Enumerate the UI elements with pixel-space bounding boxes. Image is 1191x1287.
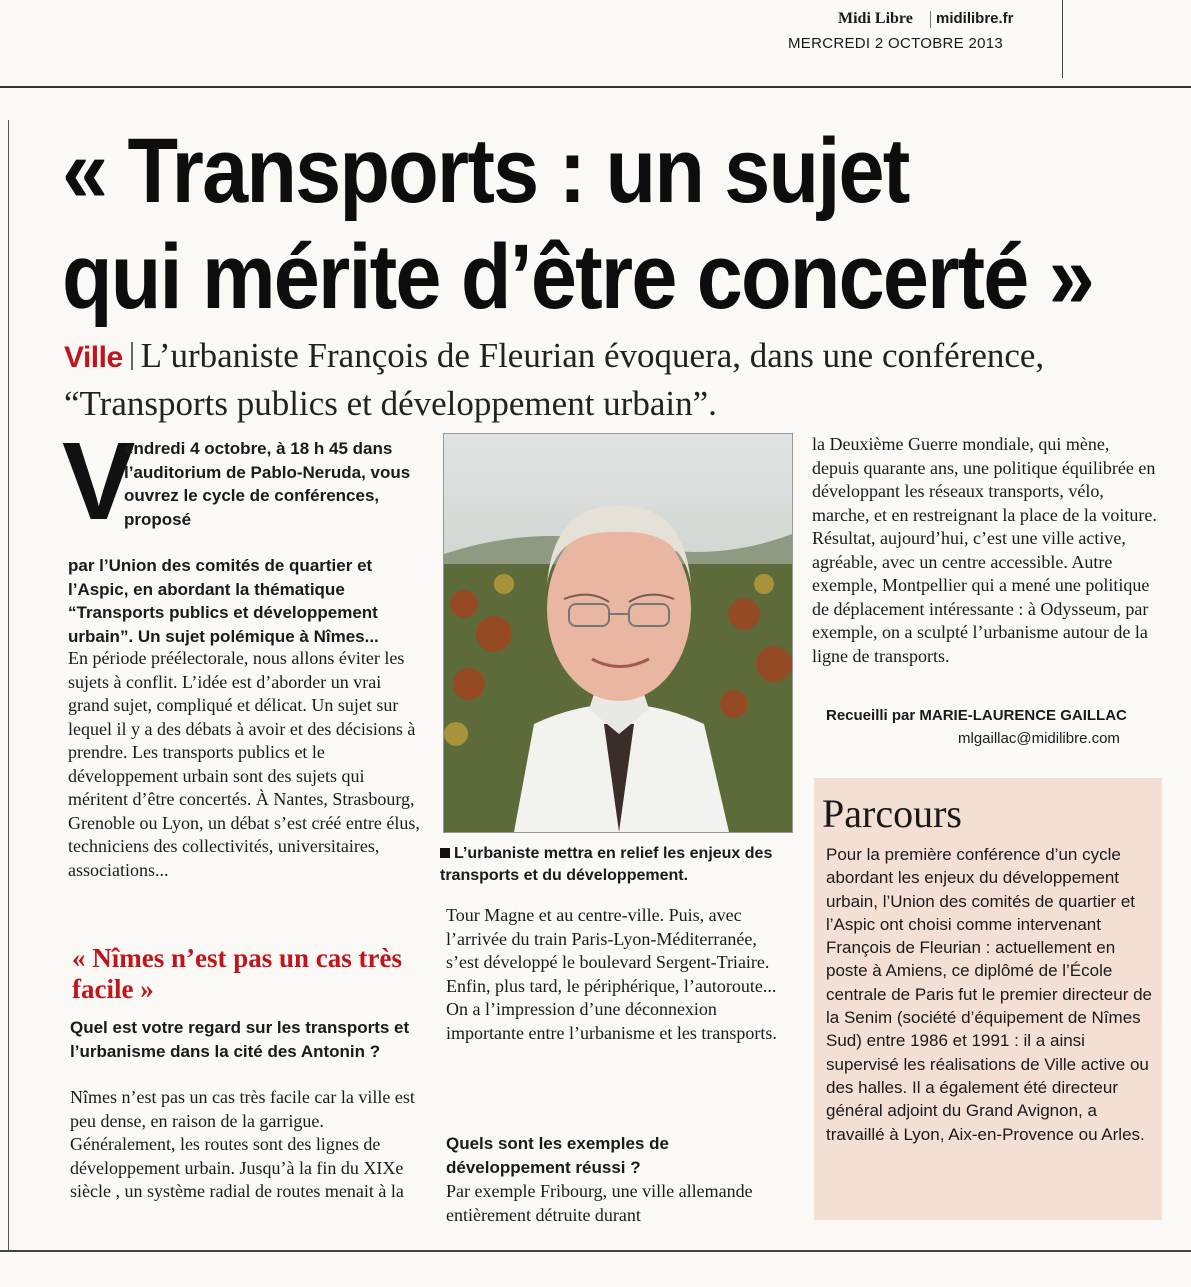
caption-text: L’urbaniste mettra en relief les enjeux des transports et du développement.: [440, 845, 773, 884]
answer-3-continued: la Deuxième Guerre mondiale, qui mène, depuis quarante ans, une politique équilibrée en développant les réseaux transports, vélo, marche, et en restreignant la place de la voiture. Résultat, aujourd’hui, c’est une ville active, agréable, avec un centre accessible. Autre exemple, Montpellier qui a mené une politique de déplacement intéressante : à Odysseum, par exemple, on a sculpté l’urbanisme autour de la ligne de transports.: [812, 434, 1157, 666]
caption-square-icon: [440, 848, 450, 858]
parcours-text: Pour la première conférence d’un cycle abordant les enjeux du développement urbain, l’Union des comités de quartier et l’Aspic ont choisi comme intervenant François de Fleurian : actuellement en poste à Amiens, ce diplômé de l’École centrale de Paris fut le premier directeur de la Senim (société d’équipement de Nîmes Sud) entre 1986 et 1991 : il a ainsi supervisé les réalisations de Ville active ou des halles. Il a également été directeur général adjoint du Grand Avignon, a travaillé à Lyon, Aix-en-Provence ou Arles.: [826, 845, 1152, 1144]
headline-line-2: qui mérite d’être concerté »: [62, 226, 1093, 328]
newspaper-site: midilibre.fr: [936, 10, 1014, 27]
photo-caption: [440, 843, 790, 887]
answer-1: En période préélectorale, nous allons éviter les sujets à conflit. L’idée est d’aborder un vrai grand sujet, compliqué et délicat. Un sujet sur lequel il y a des débats à avoir et des décisions à prendre. Les transports publics et le développement urbain sont des sujets qui méritent d’être concertés. À Nantes, Strasbourg, Grenoble ou Lyon, un débat s’est créé entre élus, techniciens des collectivités, universitaires, associations...: [68, 648, 420, 880]
page-bottom-rule: [0, 1250, 1191, 1252]
rubric-separator: [131, 342, 133, 370]
page-left-rule: [8, 120, 9, 1250]
pull-quote-subhead: « Nîmes n’est pas un cas très facile »: [72, 943, 402, 1004]
portrait-photo: [443, 433, 793, 833]
answer-3: Par exemple Fribourg, une ville allemande entièrement détruite durant: [446, 1181, 753, 1225]
parcours-title: Parcours: [822, 791, 962, 836]
headline-line-1: « Transports : un sujet: [62, 120, 909, 222]
question-3: Quels sont les exemples de développement réussi ?: [446, 1134, 669, 1177]
answer-2: Nîmes n’est pas un cas très facile car la ville est peu dense, en raison de la garrigue. Généralement, les routes sont des lignes de développement urbain. Jusqu’à la fin du XIXe siècle , un système radial de routes menait à la: [70, 1087, 415, 1201]
answer-2-continued: Tour Magne et au centre-ville. Puis, avec l’arrivée du train Paris-Lyon-Méditerranée, s’est développé le boulevard Sergent-Triaire. Enfin, plus tard, le périphérique, l’autoroute... On a l’impression d’une déconnexion importante entre l’urbanisme et les transports.: [446, 905, 777, 1043]
header-rule: [0, 86, 1191, 88]
article-deck: [64, 333, 1164, 427]
headline: [62, 118, 1093, 330]
header-divider: [1062, 0, 1063, 78]
header-separator: [930, 11, 931, 28]
author-email: mlgaillac@midilibre.com: [958, 730, 1120, 747]
portrait-illustration: [444, 434, 792, 832]
question-2: Quel est votre regard sur les transports et l’urbanisme dans la cité des Antonin ?: [70, 1018, 410, 1061]
newspaper-brand: Midi Libre: [838, 10, 913, 27]
intro-question-part1: endredi 4 octobre, à 18 h 45 dans l’auditorium de Pablo-Neruda, vous ouvrez le cycle de conférences, proposé: [124, 439, 411, 529]
section-rubric: Ville: [64, 341, 123, 374]
issue-date: MERCREDI 2 OCTOBRE 2013: [788, 35, 1004, 52]
intro-question-part2: par l’Union des comités de quartier et l’Aspic, en abordant la thématique “Transports publics et développement urbain”. Un sujet polémique à Nîmes...: [68, 556, 379, 646]
byline: Recueilli par MARIE-LAURENCE GAILLAC: [826, 707, 1127, 724]
drop-cap: V: [62, 420, 136, 543]
deck-text: L’urbaniste François de Fleurian évoquera, dans une conférence, “Transports publics et développement urbain”.: [64, 336, 1045, 423]
